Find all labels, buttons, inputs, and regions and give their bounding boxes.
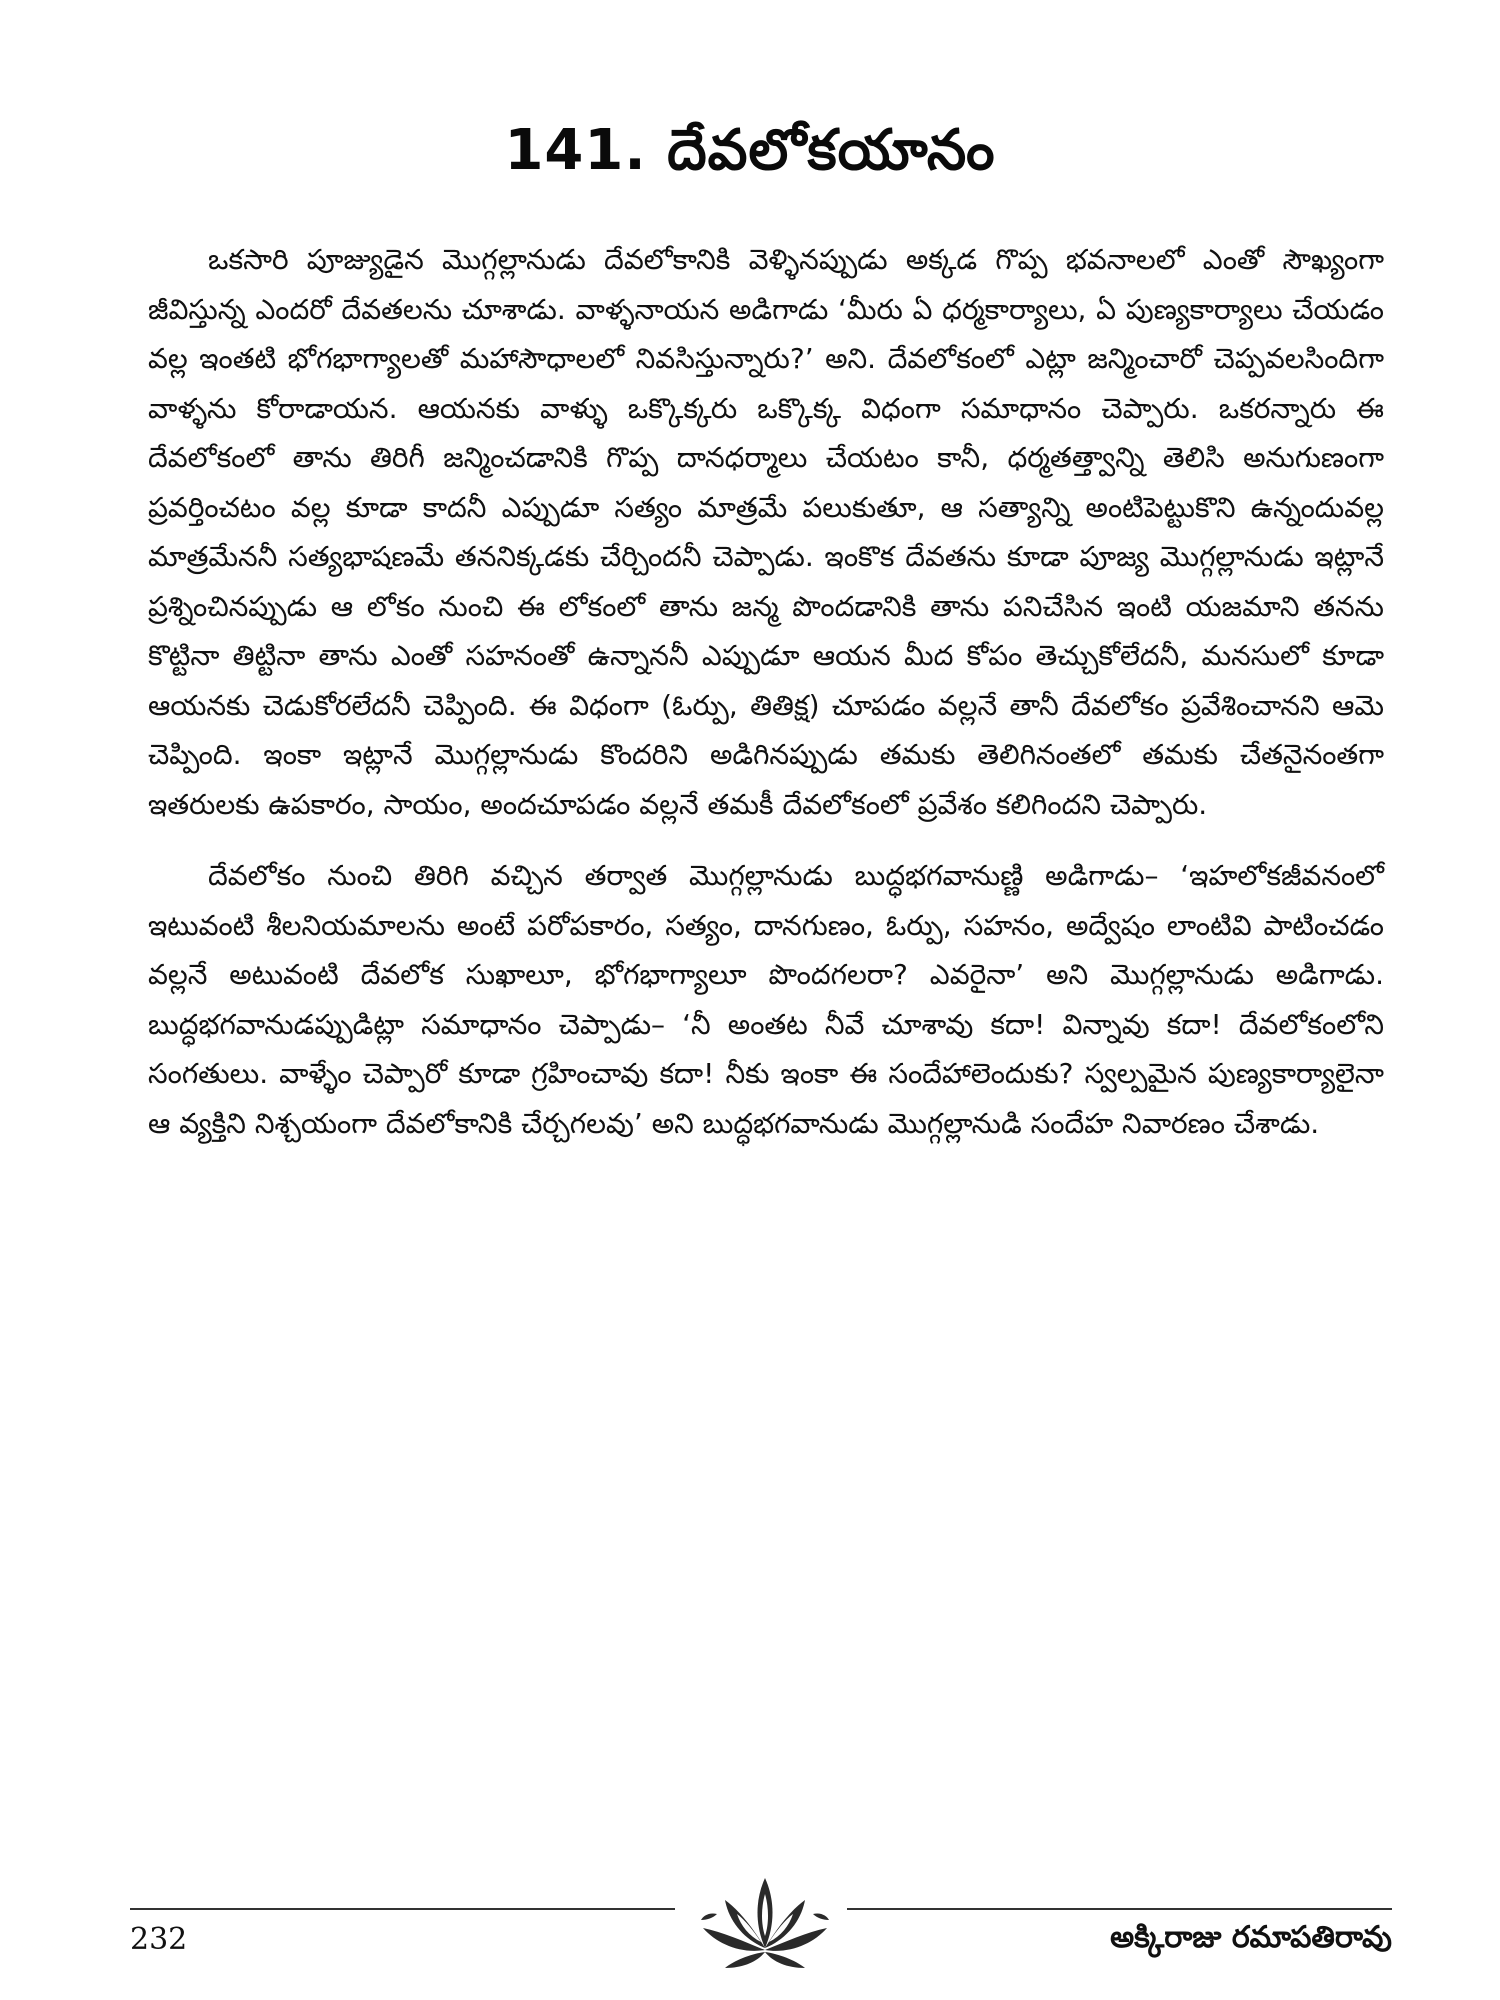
page-number: 232 bbox=[130, 1922, 188, 1957]
page-title: 141. దేవలోకయానం bbox=[504, 118, 996, 183]
author-name: అక్కిరాజు రమాపతిరావు bbox=[1110, 1920, 1392, 1955]
footer-rule-right bbox=[847, 1908, 1392, 1910]
footer-rule-left bbox=[130, 1908, 675, 1910]
page-footer bbox=[130, 1880, 1392, 1980]
paragraph: ఒకసారి పూజ్యుడైన మొగ్గల్లానుడు దేవలోకానికి వెళ్ళినప్పుడు అక్కడ గొప్ప భవనాలలో ఎంతో సౌఖ్యంగా జీవిస్తున్న ఎందరో దేవతలను చూశాడు. వాళ్ళనాయన అడిగాడు ‘మీరు ఏ ధర్మకార్యాలు, ఏ పుణ్యకార్యాలు చేయడం వల్ల ఇంతటి భోగభాగ్యాలతో మహాసౌధాలలో నివసిస్తున్నారు?’ అని. దేవలోకంలో ఎట్లా జన్మించారో చెప్పవలసిందిగా వాళ్ళను కోరాడాయన. ఆయనకు వాళ్ళు ఒక్కొక్కరు ఒక్కొక్క విధంగా సమాధానం చెప్పారు. ఒకరన్నారు ఈ దేవలోకంలో తాను తిరిగీ జన్మించడానికి గొప్ప దానధర్మాలు చేయటం కానీ, ధర్మతత్త్వాన్ని తెలిసి అనుగుణంగా ప్రవర్తించటం వల్ల కూడా కాదనీ ఎప్పుడూ సత్యం మాత్రమే పలుకుతూ, ఆ సత్యాన్ని అంటిపెట్టుకొని ఉన్నందువల్ల మాత్రమేననీ సత్యభాషణమే తననిక్కడకు చేర్చిందనీ చెప్పాడు. ఇంకొక దేవతను కూడా పూజ్య మొగ్గల్లానుడు ఇట్లానే ప్రశ్నించినప్పుడు ఆ లోకం నుంచి ఈ లోకంలో తాను జన్మ పొందడానికి తాను పనిచేసిన ఇంటి యజమాని తనను కొట్టినా తిట్టినా తాను ఎంతో సహనంతో ఉన్నాననీ ఎప్పుడూ ఆయన మీద కోపం తెచ్చుకోలేదనీ, మనసులో కూడా ఆయనకు చెడుకోరలేదనీ చెప్పింది. ఈ విధంగా (ఓర్పు, తితిక్ష) చూపడం వల్లనే తానీ దేవలోకం ప్రవేశించానని ఆమె చెప్పింది. ఇంకా ఇట్లానే మొగ్గల్లానుడు కొందరిని అడిగినప్పుడు తమకు తెలిగినంతలో తమకు చేతనైనంతగా ఇతరులకు ఉపకారం, సాయం, అందచూపడం వల్లనే తమకీ దేవలోకంలో ప్రవేశం కలిగిందని చెప్పారు. bbox=[148, 243, 1384, 821]
paragraph: దేవలోకం నుంచి తిరిగి వచ్చిన తర్వాత మొగ్గల్లానుడు బుద్ధభగవానుణ్ణి అడిగాడు– ‘ఇహలోకజీవనంలో ఇటువంటి శీలనియమాలను అంటే పరోపకారం, సత్యం, దానగుణం, ఓర్పు, సహనం, అద్వేషం లాంటివి పాటించడం వల్లనే అటువంటి దేవలోక సుఖాలూ, భోగభాగ్యాలూ పొందగలరా? ఎవరైనా’ అని మొగ్గల్లానుడు అడిగాడు. బుద్ధభగవానుడప్పుడిట్లా సమాధానం చెప్పాడు– ‘నీ అంతట నీవే చూశావు కదా! విన్నావు కదా! దేవలోకంలోని సంగతులు. వాళ్ళేం చెప్పారో కూడా గ్రహించావు కదా! నీకు ఇంకా ఈ సందేహాలెందుకు? స్వల్పమైన పుణ్యకార్యాలైనా ఆ వ్యక్తిని నిశ్చయంగా దేవలోకానికి చేర్చగలవు’ అని బుద్ధభగవానుడు మొగ్గల్లానుడి సందేహ నివారణం చేశాడు. bbox=[148, 859, 1384, 1140]
body-text bbox=[148, 235, 1384, 1170]
lotus-icon bbox=[695, 1870, 835, 1980]
